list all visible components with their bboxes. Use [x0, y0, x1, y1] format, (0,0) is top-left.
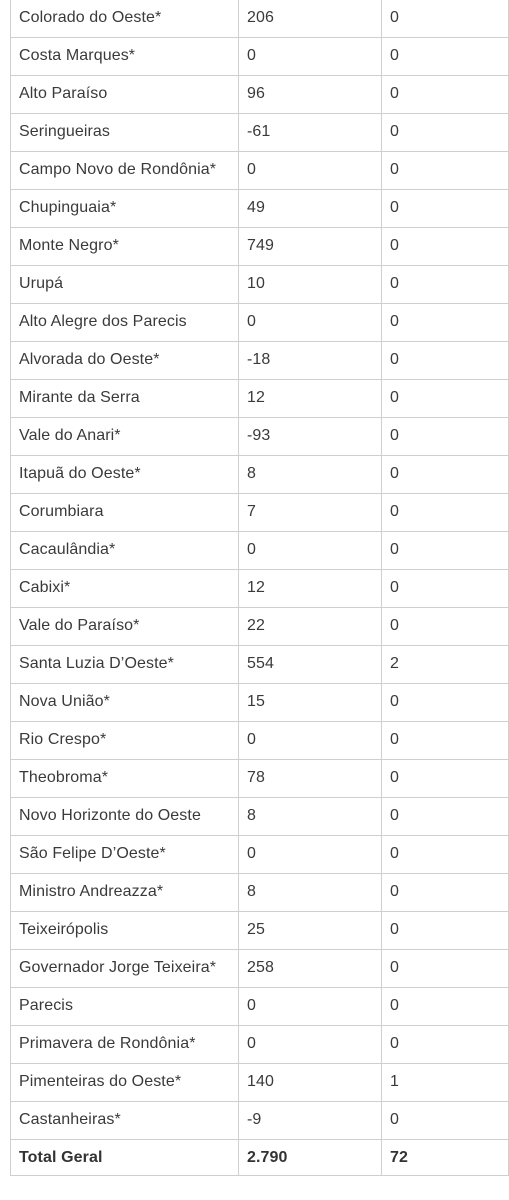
table-row — [11, 342, 509, 380]
cell-casos: 8 — [239, 456, 382, 494]
cell-obitos: 0 — [382, 874, 509, 912]
cell-obitos: 0 — [382, 152, 509, 190]
cell-municipio: Pimenteiras do Oeste* — [11, 1064, 239, 1102]
table-row — [11, 1026, 509, 1064]
cell-casos: 7 — [239, 494, 382, 532]
cell-casos: 96 — [239, 76, 382, 114]
cell-obitos: 0 — [382, 342, 509, 380]
cell-obitos: 0 — [382, 760, 509, 798]
table-row — [11, 228, 509, 266]
cell-obitos: 0 — [382, 912, 509, 950]
cell-casos: 15 — [239, 684, 382, 722]
cell-casos: 258 — [239, 950, 382, 988]
cell-obitos: 0 — [382, 0, 509, 38]
cell-obitos: 0 — [382, 684, 509, 722]
cell-municipio: Governador Jorge Teixeira* — [11, 950, 239, 988]
table-row — [11, 418, 509, 456]
cell-municipio: Alvorada do Oeste* — [11, 342, 239, 380]
table-body — [11, 0, 509, 1176]
table-row — [11, 114, 509, 152]
cell-municipio: Itapuã do Oeste* — [11, 456, 239, 494]
table-row — [11, 1102, 509, 1140]
cell-municipio: Novo Horizonte do Oeste — [11, 798, 239, 836]
cell-obitos: 0 — [382, 494, 509, 532]
cell-casos: 140 — [239, 1064, 382, 1102]
table-row — [11, 0, 509, 38]
table-row — [11, 988, 509, 1026]
cell-municipio: Rio Crespo* — [11, 722, 239, 760]
cell-municipio: Castanheiras* — [11, 1102, 239, 1140]
table-row — [11, 912, 509, 950]
cell-municipio: Mirante da Serra — [11, 380, 239, 418]
cell-obitos: 0 — [382, 836, 509, 874]
table-row — [11, 570, 509, 608]
cell-municipio: Corumbiara — [11, 494, 239, 532]
cell-municipio: Primavera de Rondônia* — [11, 1026, 239, 1064]
cell-municipio: Santa Luzia D’Oeste* — [11, 646, 239, 684]
cell-casos: -61 — [239, 114, 382, 152]
table-row — [11, 380, 509, 418]
cell-casos: 22 — [239, 608, 382, 646]
cell-municipio: Nova União* — [11, 684, 239, 722]
cell-casos: 78 — [239, 760, 382, 798]
cell-municipio: Theobroma* — [11, 760, 239, 798]
cell-municipio: Ministro Andreazza* — [11, 874, 239, 912]
cell-casos: 0 — [239, 304, 382, 342]
cell-casos: 0 — [239, 722, 382, 760]
cell-casos: 0 — [239, 988, 382, 1026]
cell-casos: 0 — [239, 1026, 382, 1064]
cell-municipio: Costa Marques* — [11, 38, 239, 76]
cell-obitos: 0 — [382, 266, 509, 304]
table-row — [11, 304, 509, 342]
table-row — [11, 456, 509, 494]
cell-casos: 554 — [239, 646, 382, 684]
table-row — [11, 684, 509, 722]
total-label: Total Geral — [11, 1140, 239, 1176]
cell-obitos: 0 — [382, 1102, 509, 1140]
cell-casos: 12 — [239, 380, 382, 418]
table-row — [11, 836, 509, 874]
cell-casos: 49 — [239, 190, 382, 228]
municipality-table — [10, 0, 509, 1176]
cell-obitos: 0 — [382, 722, 509, 760]
cell-obitos: 0 — [382, 38, 509, 76]
table-row — [11, 190, 509, 228]
cell-casos: 0 — [239, 836, 382, 874]
cell-obitos: 0 — [382, 608, 509, 646]
cell-casos: 749 — [239, 228, 382, 266]
table-row — [11, 532, 509, 570]
cell-obitos: 0 — [382, 988, 509, 1026]
table-row — [11, 722, 509, 760]
cell-obitos: 0 — [382, 570, 509, 608]
cell-casos: 0 — [239, 152, 382, 190]
table-row — [11, 874, 509, 912]
table-row — [11, 646, 509, 684]
table-row — [11, 266, 509, 304]
table-row — [11, 494, 509, 532]
total-row — [11, 1140, 509, 1176]
cell-municipio: Cacaulândia* — [11, 532, 239, 570]
cell-municipio: Urupá — [11, 266, 239, 304]
table-row — [11, 76, 509, 114]
cell-municipio: Campo Novo de Rondônia* — [11, 152, 239, 190]
cell-municipio: Vale do Paraíso* — [11, 608, 239, 646]
cell-municipio: São Felipe D’Oeste* — [11, 836, 239, 874]
table-row — [11, 760, 509, 798]
total-casos: 2.790 — [239, 1140, 382, 1176]
cell-obitos: 0 — [382, 798, 509, 836]
total-obitos: 72 — [382, 1140, 509, 1176]
table-row — [11, 1064, 509, 1102]
cell-obitos: 0 — [382, 190, 509, 228]
cell-casos: 25 — [239, 912, 382, 950]
cell-casos: -93 — [239, 418, 382, 456]
table-row — [11, 608, 509, 646]
cell-municipio: Vale do Anari* — [11, 418, 239, 456]
cell-casos: 8 — [239, 798, 382, 836]
cell-municipio: Cabixi* — [11, 570, 239, 608]
cell-casos: -9 — [239, 1102, 382, 1140]
cell-casos: 0 — [239, 532, 382, 570]
cell-obitos: 0 — [382, 1026, 509, 1064]
cell-casos: 0 — [239, 38, 382, 76]
cell-obitos: 0 — [382, 76, 509, 114]
cell-municipio: Seringueiras — [11, 114, 239, 152]
cell-municipio: Alto Alegre dos Parecis — [11, 304, 239, 342]
cell-casos: 8 — [239, 874, 382, 912]
table-row — [11, 798, 509, 836]
cell-obitos: 0 — [382, 418, 509, 456]
cell-obitos: 0 — [382, 304, 509, 342]
cell-casos: 12 — [239, 570, 382, 608]
cell-municipio: Colorado do Oeste* — [11, 0, 239, 38]
cell-municipio: Chupinguaia* — [11, 190, 239, 228]
table-row — [11, 152, 509, 190]
cell-obitos: 0 — [382, 114, 509, 152]
cell-obitos: 0 — [382, 228, 509, 266]
cell-casos: 206 — [239, 0, 382, 38]
cell-obitos: 1 — [382, 1064, 509, 1102]
data-table-container — [10, 0, 508, 1176]
cell-obitos: 0 — [382, 532, 509, 570]
cell-municipio: Alto Paraíso — [11, 76, 239, 114]
cell-obitos: 2 — [382, 646, 509, 684]
cell-obitos: 0 — [382, 456, 509, 494]
cell-municipio: Teixeirópolis — [11, 912, 239, 950]
cell-obitos: 0 — [382, 950, 509, 988]
cell-casos: 10 — [239, 266, 382, 304]
table-row — [11, 950, 509, 988]
cell-municipio: Monte Negro* — [11, 228, 239, 266]
table-row — [11, 38, 509, 76]
cell-casos: -18 — [239, 342, 382, 380]
cell-municipio: Parecis — [11, 988, 239, 1026]
cell-obitos: 0 — [382, 380, 509, 418]
